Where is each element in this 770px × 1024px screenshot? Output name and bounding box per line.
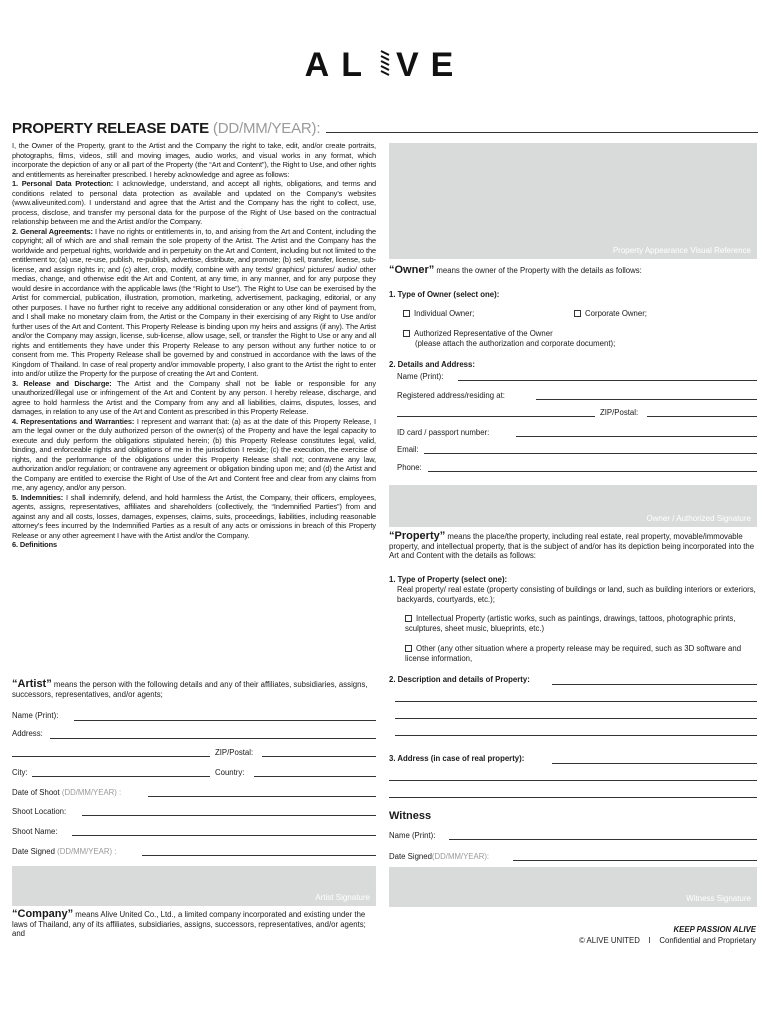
owner-signature-label: Owner / Authorized Signature [646,514,751,523]
artist-date-signed-field[interactable] [142,855,376,856]
artist-city-label: City: [12,768,28,777]
section-5: 5. Indemnities: I shall indemnify, defend, and hold harmless the Artist, the Company, their officers, employees, agents, assigns, representatives, affiliates and shareholders (collectively, the “Indemnified Parties”) from and against any and all costs, losses, damages, expenses, claims, suits, proceedings, liabilities, including reasonable attorney’s fees incurred by the Indemnified Parties as a result of any acts or omissions in breach of this Property Release or any other agreement I have with the Artist and/or the Company. [12,492,377,540]
authorized-note: (please attach the authorization and corporate document); [415,339,616,348]
artist-address-label: Address: [12,729,43,738]
owner-id-label: ID card / passport number: [397,428,490,437]
owner-zip-label: ZIP/Postal: [600,408,639,417]
owner-name-label: Name (Print): [397,372,444,381]
owner-authorized-option[interactable]: Authorized Representative of the Owner [403,329,553,339]
alive-logo [0,46,770,85]
witness-name-field[interactable] [449,839,757,840]
artist-name-label: Name (Print): [12,711,59,720]
owner-email-label: Email: [397,445,419,454]
artist-country-field[interactable] [254,776,376,777]
witness-date-label: Date Signed(DD/MM/YEAR): [389,852,490,861]
artist-zip-label: ZIP/Postal: [215,748,254,757]
corporate-owner-checkbox[interactable] [574,310,581,317]
section-2: 2. General Agreements: I have no rights or entitlements in, to, and arising from the Art and Content, including the copyright; all of which are and shall remain the sole property of the Artist. The Artist and the Company has the worldwide and perpetual rights, worldwide and in perpetuity on the Art and Content, including but not limited to the entitlement to; (a) use, re-use, publish, re-publish, advertise, distribute, and promote; (b) sell, transfer, license, sub-license, and assign rights in; and (c) alter, crop, modify, combine with any texts/ graphics/ pictures/ audio/ other medias, change, and otherwise edit the Art and Content, at any time, in any manner, and for any purpose they would desire in accordance with the applicable laws (the “Right to Use”). The Right to Use can be exercised by the Artist for commercial, publication, illustration, promotion, marketing, advertisement, packaging, editorial, or any other purposes. I have no further right to receive any additional consideration or any other kind of payment from, and I shall make no monetary claim from, the Artist or the Company in their exercising of any Right to Use and/or further uses of the Art and Content. This Property Release is binding upon my heirs and assigns (if any). The Artist and/or the Company may assign, license, sub-license, allow usage, sell, or transfer the Right to Use or any and all rights and entitlements they have under this Property Release to any person without any further notice to or consent from me. This Property Release shall be governed by and construed in accordance with the laws of the Kingdom of Thailand. In case of real property and/or immovable property, I also grant to the Artist the right to enter into and/or utilize the Property for the purpose of creating the Art and Content. [12,226,376,378]
owner-email-field[interactable] [424,453,757,454]
shoot-location-field[interactable] [82,815,376,816]
artist-zip-field[interactable] [262,756,376,757]
owner-details-heading: 2. Details and Address: [389,360,475,369]
property-description-field-4[interactable] [395,735,757,736]
logo-text-left: AL [304,46,374,84]
reference-box-label: Property Appearance Visual Reference [612,246,751,255]
release-intro: I, the Owner of the Property, grant to the Artist and the Company the right to take, edit, and/or create portraits, photographs, films, videos, still and moving images, audio works, and visual works in any format, which incorporate the depiction of any or all part of the Property (the “Art and Content”), the Right to Use, and other rights and entitlements as hereinafter prescribed. I hereby acknowledge and agree as follows: [12,141,376,179]
release-terms [12,141,376,550]
owner-signature-box[interactable] [389,485,757,527]
witness-signature-box[interactable] [389,867,757,907]
witness-name-label: Name (Print): [389,831,436,840]
property-term: “Property” [389,530,446,542]
owner-zip-field[interactable] [647,416,757,417]
property-real-option: Real property/ real estate (property consisting of buildings or land, such as building interiors or exteriors, backyards, courtyards, etc.); [397,585,756,604]
owner-phone-label: Phone: [397,463,422,472]
artist-term: “Artist” [12,678,52,690]
artist-city-field[interactable] [32,776,210,777]
owner-address-line2-field[interactable] [397,416,595,417]
witness-signature-label: Witness Signature [686,894,751,903]
section-3: 3. Release and Discharge: The Artist and the Company shall not be liable or responsible for any unauthorized/illegal use or infringement of the Art and Content by any person. I hereby release, discharge, and agree to hold harmless the Artist and the Company from any and all liabilities, claims, disputes, losses, and damages, in relation to any use of the Art and Content as prescribed in this Property Release. [12,378,376,416]
artist-address-field[interactable] [50,738,376,739]
section-6: 6. Definitions [12,540,58,549]
page-title [12,120,320,137]
release-date-field[interactable] [326,132,758,133]
property-description-heading: 2. Description and details of Property: [389,675,530,684]
artist-date-of-shoot-label: Date of Shoot (DD/MM/YEAR) : [12,788,122,797]
shoot-name-field[interactable] [72,835,376,836]
witness-date-field[interactable] [513,860,757,861]
shoot-location-label: Shoot Location: [12,807,67,816]
company-definition: “Company” means Alive United Co., Ltd., a limited company incorporated and existing under the laws of Thailand, any of its affiliates, subsidiaries, assigns, successors, representatives, and/or agents; and [12,908,366,938]
artist-signature-box[interactable] [12,866,376,906]
property-ip-option[interactable]: Intellectual Property (artistic works, such as paintings, drawings, tattoos, photographic prints, sculptures, sheet music, blueprints, etc.) [405,614,736,633]
owner-address-label: Registered address/residing at: [397,391,505,400]
authorized-representative-checkbox[interactable] [403,330,410,337]
owner-address-field[interactable] [536,399,757,400]
artist-date-of-shoot-field[interactable] [148,796,376,797]
property-visual-reference-box[interactable] [389,143,757,259]
owner-corporate-option[interactable]: Corporate Owner; [574,309,647,319]
property-address-field-1[interactable] [552,763,757,764]
owner-type-heading: 1. Type of Owner (select one): [389,290,500,299]
property-description-field-2[interactable] [395,701,757,702]
logo-rope-icon [380,48,390,78]
footer-copyright: © ALIVE UNITED I Confidential and Proprietary [579,936,756,945]
witness-heading: Witness [389,810,432,822]
owner-definition: “Owner” means the owner of the Property with the details as follows: [389,264,642,276]
artist-address-line2-field[interactable] [12,756,210,757]
logo-text-right: VE [395,46,466,84]
property-address-field-2[interactable] [389,780,757,781]
property-type-heading: 1. Type of Property (select one): [389,575,508,584]
title-main: PROPERTY RELEASE DATE [12,120,209,137]
artist-country-label: Country: [215,768,245,777]
property-description-field-3[interactable] [395,718,757,719]
owner-term: “Owner” [389,264,435,276]
footer-tagline: KEEP PASSION ALIVE [673,925,756,934]
artist-signature-label: Artist Signature [315,893,370,902]
property-other-option[interactable]: Other (any other situation where a property release may be required, such as 3D software and license information, [405,644,742,663]
section-1: 1. Personal Data Protection: I acknowledge, understand, and accept all rights, obligations, and terms and conditions related to personal data protection as available and updated on the Company’s websites (www.aliveunited.com). I understand and agree that the Artist and the Company has the right to collect, use, process, disclose, and transfer my personal data for the purpose of the Right of Use based on the contractual relationship between me and the Artist and/or the Company. [12,179,376,226]
company-term: “Company” [12,908,74,920]
owner-phone-field[interactable] [428,471,757,472]
property-address-field-3[interactable] [389,797,757,798]
artist-name-field[interactable] [74,720,376,721]
artist-date-signed-label: Date Signed (DD/MM/YEAR) : [12,847,117,856]
property-definition: “Property” means the place/the property, including real estate, real property, movable/immovable property, and intellectual property, that is the subject of and/or has its depiction being incorporated into the Art and Content with the details as follows: [389,530,755,560]
individual-owner-checkbox[interactable] [403,310,410,317]
shoot-name-label: Shoot Name: [12,827,58,836]
property-address-heading: 3. Address (in case of real property): [389,754,525,763]
other-property-checkbox[interactable] [405,645,412,652]
artist-definition: “Artist” means the person with the following details and any of their affiliates, subsidiaries, assigns, successors, representatives, and/or agents; [12,678,368,699]
owner-name-field[interactable] [458,380,757,381]
owner-individual-option[interactable]: Individual Owner; [403,309,474,319]
owner-id-field[interactable] [516,436,757,437]
section-4: 4. Representations and Warranties: I represent and warrant that: (a) as at the date of this Property Release, I am the legal owner or the duly authorized person of the owner(s) of the Property and have the legal capacity to execute and duly perform the obligations stipulated herein; (b) this Property Release constitutes legal, valid, binding, and enforceable rights and obligations of me in the jurisdiction I reside; (c) the execution, the exercise of rights, and the performance of the obligations under this Property Release shall not; contravene any law, authorization and/or regulation; or contravene any agreement or obligation binding upon me; and (d) the Artist and the Company are entitled to exercise the Right of Use of the Art and Content free and clear from any claims from me, any agency, and/or any person. [12,416,376,492]
property-description-field-1[interactable] [552,684,757,685]
title-format: (DD/MM/YEAR): [212,120,321,137]
intellectual-property-checkbox[interactable] [405,615,412,622]
